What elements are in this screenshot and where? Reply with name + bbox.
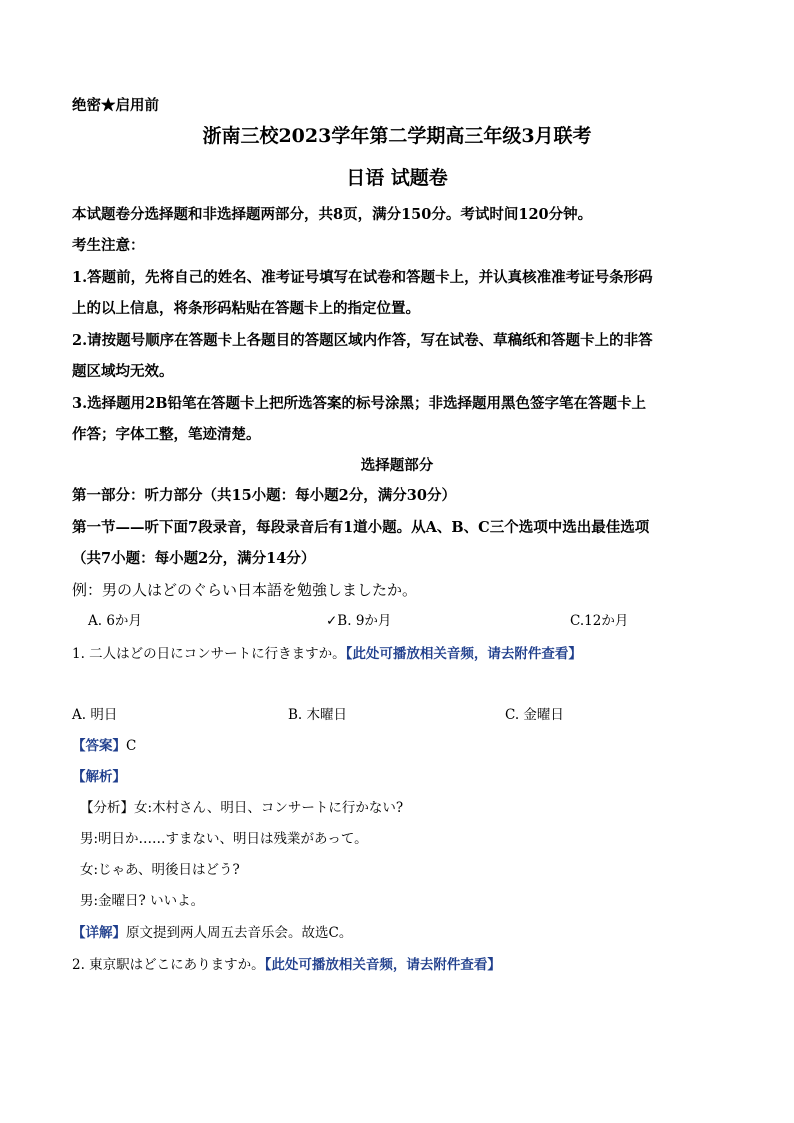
note-line: 题区域均无效。 (72, 363, 174, 380)
note-line: 2.请按题号顺序在答题卡上各题目的答题区域内作答，写在试卷、草稿纸和答题卡上的非答 (72, 332, 653, 349)
analysis-line: 【分析】女:木村さん、明日、コンサートに行かない? (80, 800, 404, 816)
exam-subtitle: 日语 试题卷 (346, 167, 448, 189)
note-line: 上的以上信息，将条形码粘贴在答题卡上的指定位置。 (72, 300, 420, 317)
note-line: 3.选择题用2B铅笔在答题卡上把所选答案的标号涂黑；非选择题用黑色签字笔在答题卡上 (72, 395, 646, 412)
section1-instruction: 第一节——听下面7段录音，每段录音后有1道小题。从A、B、C三个选项中选出最佳选项 (72, 519, 650, 536)
exam-title: 浙南三校2023学年第二学期高三年级3月联考 (202, 125, 592, 147)
intro-text: 本试题卷分选择题和非选择题两部分，共8页，满分150分。考试时间120分钟。 (72, 206, 593, 223)
q1-option-a: A. 明日 (72, 707, 118, 723)
analysis-label (72, 767, 126, 787)
analysis-line: 男:明日か……すまない、明日は残業があって。 (80, 831, 368, 847)
question-2 (72, 955, 501, 975)
example-option-a: A. 6か月 (88, 613, 142, 629)
analysis-line: 男:金曜日? いいよ。 (80, 893, 205, 909)
q1-option-c: C. 金曜日 (505, 707, 564, 723)
answer-label: 【答案】 (72, 738, 126, 754)
answer-value: C (126, 738, 137, 754)
section-title: 选择题部分 (360, 457, 434, 474)
note-line: 1.答题前，先将自己的姓名、准考证号填写在试卷和答题卡上，并认真核准准考证号条形码 (72, 269, 653, 286)
detail-label: 【详解】 (72, 925, 126, 941)
analysis-line: 女:じゃあ、明後日はどう? (80, 862, 240, 878)
audio-note: 【此处可播放相关音频，请去附件查看】 (345, 646, 582, 662)
section1-instruction: （共7小题：每小题2分，满分14分） (72, 550, 316, 567)
detail-text: 原文提到两人周五去音乐会。故选C。 (126, 925, 353, 941)
example-option-c: C.12か月 (570, 613, 629, 629)
example-question: 例：男の人はどのぐらい日本語を勉強しましたか。 (72, 581, 418, 599)
question-1 (72, 644, 582, 664)
audio-note: 【此处可播放相关音频，请去附件查看】 (264, 957, 501, 973)
note-line: 作答；字体工整，笔迹清楚。 (72, 426, 261, 443)
confidential-mark: 绝密★启用前 (72, 97, 159, 114)
question-1-text: 1. 二人はどの日にコンサートに行きますか。 (72, 646, 346, 662)
analysis-label-text: 【解析】 (72, 769, 126, 785)
q1-option-b: B. 木曜日 (288, 707, 348, 723)
q1-answer (72, 736, 136, 756)
question-2-text: 2. 東京駅はどこにありますか。 (72, 957, 265, 973)
q1-detail (72, 923, 352, 943)
example-option-b: ✓B. 9か月 (326, 613, 392, 629)
notice-label: 考生注意： (72, 237, 145, 254)
part1-heading: 第一部分：听力部分（共15小题：每小题2分，满分30分） (72, 487, 456, 504)
